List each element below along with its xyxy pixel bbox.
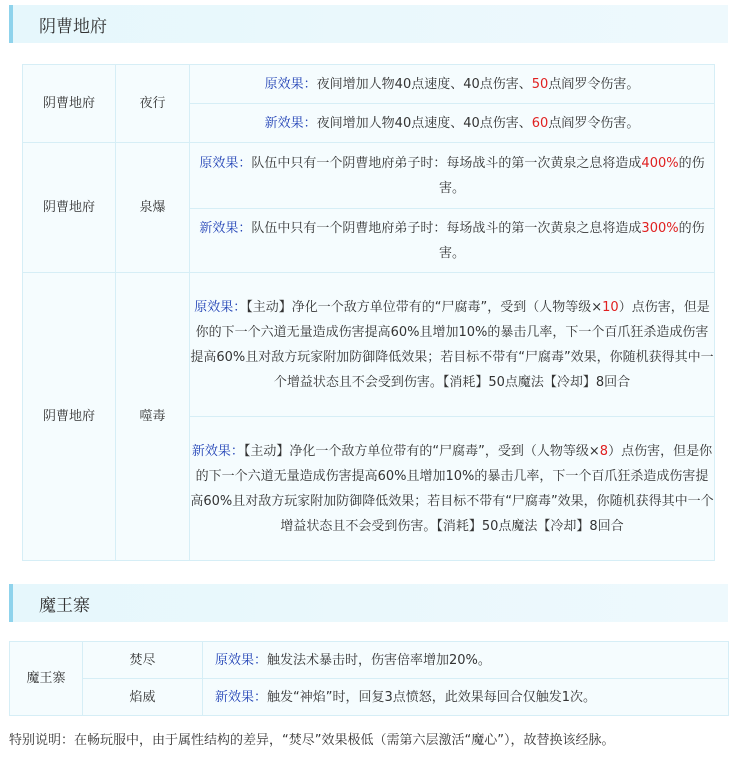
effect-text: 【主动】净化一个敌方单位带有的“尸腐毒”，受到（人物等级×	[243, 443, 600, 459]
original-label: 原效果：	[199, 155, 252, 171]
new-effect-cell	[203, 679, 729, 716]
table-row	[10, 642, 729, 679]
table-row	[23, 143, 715, 209]
new-label: 新效果：	[191, 443, 244, 459]
mowang-effects-table	[9, 641, 729, 716]
section-title: 魔王寨	[39, 595, 90, 616]
new-effect-cell	[190, 104, 715, 143]
school-cell: 阴曹地府	[23, 65, 116, 143]
changed-value: 8	[599, 443, 609, 459]
skill-cell: 噬毒	[116, 273, 190, 561]
effect-text: 的伤害。	[438, 220, 705, 261]
yincao-effects-table	[22, 64, 715, 561]
table-row	[10, 679, 729, 716]
effect-text: ）点伤害，但是你的下一个六道无量造成伤害提高60%且增加10%的暴击几率，下一个百爪狂杀造成伤害提高60%且对敌方玩家附加防御降低效果；若目标不带有“尸腐毒”效果，你随机获得其中一个增益状态且不会受到伤害。【消耗】50点魔法【冷却】8回合	[190, 443, 714, 534]
new-label: 新效果：	[199, 220, 252, 236]
effect-text: 【主动】净化一个敌方单位带有的“尸腐毒”，受到（人物等级×	[246, 299, 603, 315]
original-effect-cell	[190, 143, 715, 209]
effect-text: 点阎罗令伤害。	[548, 76, 640, 92]
original-label: 原效果：	[264, 76, 317, 92]
skill-cell: 焰威	[83, 679, 203, 716]
new-effect-cell	[190, 417, 715, 561]
effect-text: 的伤害。	[438, 155, 705, 196]
effect-text: 触发“神焰”时，回复3点愤怒，此效果每回合仅触发1次。	[267, 689, 597, 705]
original-label: 原效果：	[215, 652, 268, 668]
original-effect-cell	[190, 65, 715, 104]
changed-value: 400%	[641, 155, 679, 171]
effect-text: 队伍中只有一个阴曹地府弟子时：每场战斗的第一次黄泉之息将造成	[251, 155, 642, 171]
skill-cell: 焚尽	[83, 642, 203, 679]
original-effect-cell	[190, 273, 715, 417]
changed-value: 10	[602, 299, 619, 315]
effect-text: 夜间增加人物40点速度、40点伤害、	[316, 115, 532, 131]
effect-text: 触发法术暴击时，伤害倍率增加20%。	[267, 652, 491, 668]
new-label: 新效果：	[215, 689, 268, 705]
new-label: 新效果：	[264, 115, 317, 131]
effect-text: ）点伤害，但是你的下一个六道无量造成伤害提高60%且增加10%的暴击几率，下一个百爪狂杀造成伤害提高60%且对敌方玩家附加防御降低效果；若目标不带有“尸腐毒”效果，你随机获得其中一个增益状态且不会受到伤害。【消耗】50点魔法【冷却】8回合	[190, 299, 714, 390]
original-effect-cell	[203, 642, 729, 679]
changed-value: 50	[531, 76, 549, 92]
section-header-mowang	[9, 584, 728, 622]
original-label: 原效果：	[194, 299, 247, 315]
section-header-yincao	[9, 5, 728, 43]
school-cell: 魔王寨	[10, 642, 83, 716]
school-cell: 阴曹地府	[23, 273, 116, 561]
school-cell: 阴曹地府	[23, 143, 116, 273]
effect-text: 队伍中只有一个阴曹地府弟子时：每场战斗的第一次黄泉之息将造成	[251, 220, 642, 236]
effect-text: 点阎罗令伤害。	[548, 115, 640, 131]
table-row	[23, 273, 715, 417]
section-title: 阴曹地府	[39, 16, 107, 37]
new-effect-cell	[190, 209, 715, 273]
table-row	[23, 65, 715, 104]
changed-value: 300%	[641, 220, 679, 236]
effect-text: 夜间增加人物40点速度、40点伤害、	[316, 76, 532, 92]
changed-value: 60	[531, 115, 549, 131]
skill-cell: 泉爆	[116, 143, 190, 273]
special-note: 特别说明：在畅玩服中，由于属性结构的差异，“焚尽”效果极低（需第六层激活“魔心”），故替换该经脉。	[9, 733, 615, 748]
skill-cell: 夜行	[116, 65, 190, 143]
